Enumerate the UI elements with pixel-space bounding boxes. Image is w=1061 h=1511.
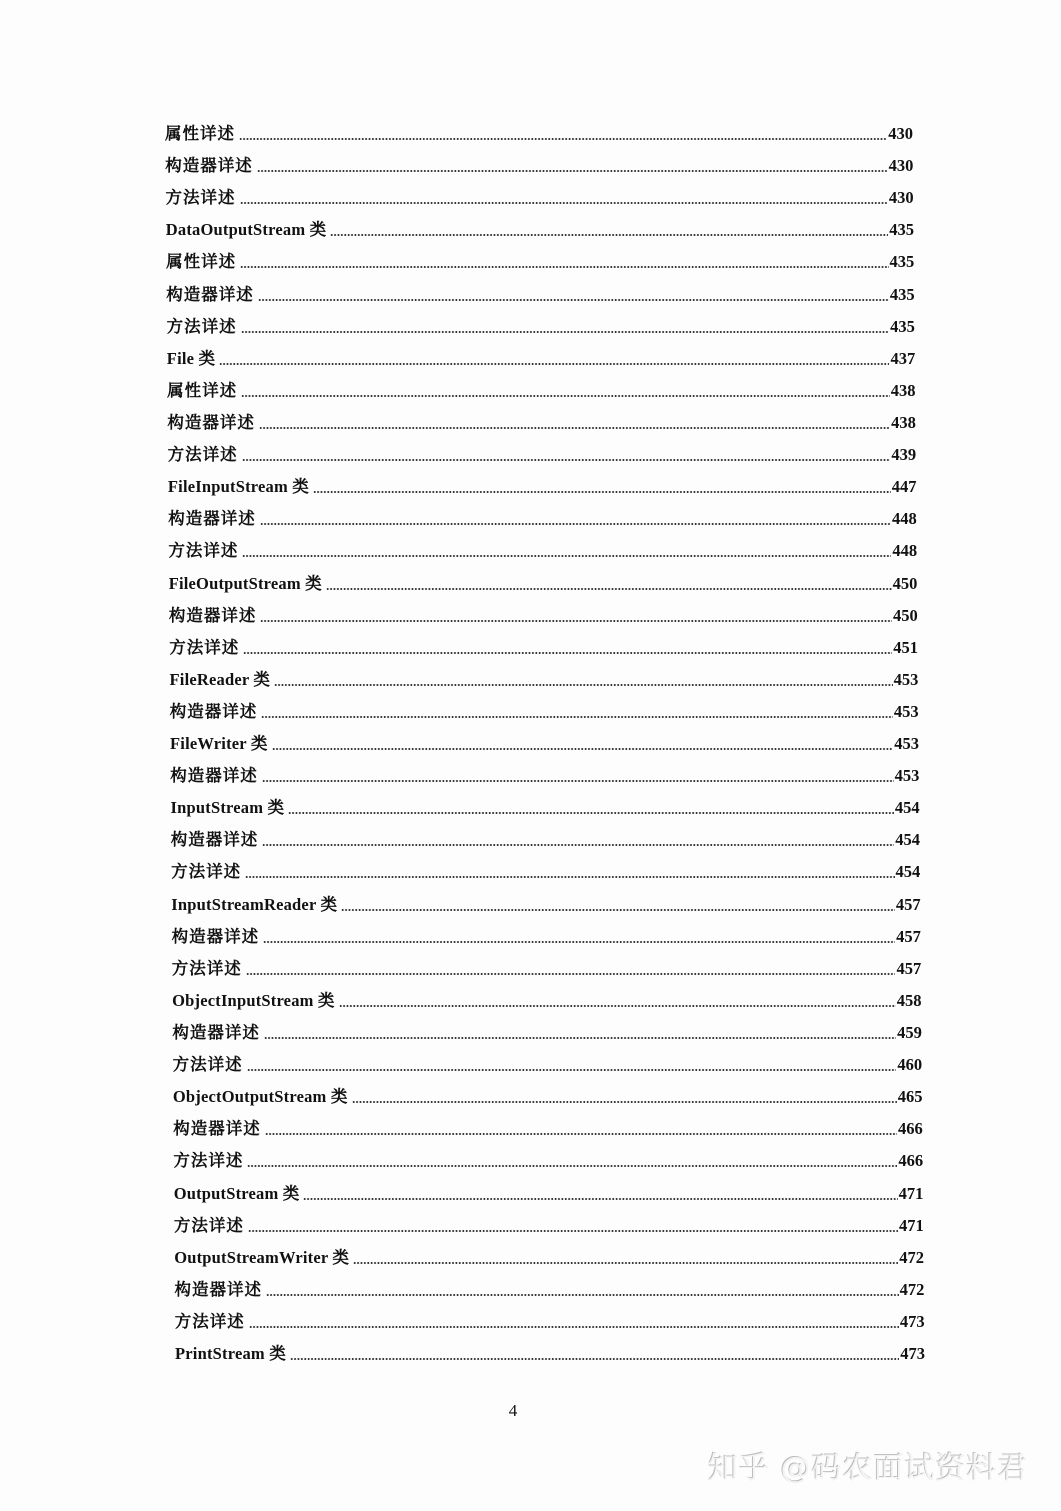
toc-entry-section[interactable] — [165, 153, 913, 179]
toc-entry-section[interactable] — [165, 121, 913, 147]
toc-entry-page-number: 435 — [890, 316, 915, 336]
toc-dot-leader — [274, 683, 893, 687]
page-number: 4 — [508, 1401, 518, 1420]
toc-dot-leader — [353, 1261, 898, 1265]
toc-entry-page-number: 465 — [897, 1087, 923, 1107]
toc-entry-label: 方法详述 — [166, 316, 237, 336]
toc-entry-label: 属性详述 — [166, 252, 237, 272]
toc-entry-label: InputStream 类 — [170, 798, 285, 818]
toc-entry-section[interactable] — [171, 859, 920, 885]
toc-entry-section[interactable] — [166, 249, 914, 275]
toc-entry-label: 构造器详述 — [165, 156, 253, 176]
toc-entry-label: 方法详述 — [169, 637, 240, 657]
toc-entry-page-number: 454 — [895, 830, 920, 850]
toc-entry-page-number: 454 — [895, 862, 921, 882]
toc-entry-page-number: 430 — [888, 156, 914, 176]
toc-entry-section[interactable] — [166, 282, 914, 308]
toc-dot-leader — [257, 169, 888, 173]
toc-entry-class[interactable] — [172, 988, 921, 1014]
toc-entry-class[interactable] — [170, 731, 919, 757]
toc-entry-label: 方法详述 — [172, 1055, 243, 1075]
toc-dot-leader — [242, 458, 891, 462]
toc-entry-section[interactable] — [175, 1277, 925, 1303]
toc-entry-page-number: 471 — [898, 1215, 924, 1235]
toc-dot-leader — [290, 1357, 899, 1361]
toc-dot-leader — [339, 1004, 896, 1008]
toc-entry-class[interactable] — [167, 346, 915, 372]
toc-entry-section[interactable] — [168, 442, 917, 468]
toc-entry-label: 构造器详述 — [173, 1119, 261, 1139]
toc-entry-label: 构造器详述 — [171, 926, 260, 946]
toc-entry-section[interactable] — [174, 1213, 924, 1239]
toc-entry-page-number: 466 — [898, 1151, 924, 1171]
toc-entry-page-number: 466 — [898, 1119, 923, 1139]
toc-entry-label: 方法详述 — [167, 445, 238, 465]
toc-dot-leader — [262, 843, 894, 847]
toc-dot-leader — [313, 490, 891, 494]
toc-dot-leader — [241, 394, 890, 398]
toc-entry-label: FileWriter 类 — [170, 734, 268, 753]
toc-dot-leader — [219, 362, 889, 366]
toc-entry-class[interactable] — [166, 217, 914, 243]
toc-dot-leader — [303, 1197, 897, 1201]
toc-dot-leader — [245, 875, 894, 879]
toc-entry-label: 方法详述 — [168, 541, 239, 561]
toc-dot-leader — [326, 587, 892, 591]
toc-entry-page-number: 458 — [896, 990, 922, 1010]
toc-entry-class[interactable] — [173, 1084, 923, 1110]
toc-entry-label: 属性详述 — [167, 380, 238, 400]
toc-entry-page-number: 435 — [889, 252, 915, 272]
toc-entry-class[interactable] — [169, 571, 918, 597]
toc-entry-label: InputStreamReader 类 — [171, 894, 338, 914]
toc-entry-class[interactable] — [168, 474, 917, 500]
toc-entry-page-number: 437 — [890, 348, 916, 368]
toc-entry-label: FileInputStream 类 — [167, 477, 309, 497]
toc-entry-label: 构造器详述 — [167, 412, 255, 432]
toc-dot-leader — [240, 201, 888, 205]
toc-entry-page-number: 473 — [900, 1344, 925, 1363]
toc-entry-label: 构造器详述 — [168, 605, 257, 625]
toc-entry-class[interactable] — [171, 795, 920, 821]
toc-entry-class[interactable] — [171, 892, 920, 918]
toc-dot-leader — [330, 233, 888, 237]
toc-dot-leader — [248, 1229, 898, 1233]
toc-entry-label: 构造器详述 — [169, 701, 258, 721]
toc-entry-page-number: 472 — [899, 1279, 925, 1299]
toc-dot-leader — [259, 426, 890, 430]
toc-entry-label: 构造器详述 — [172, 1022, 260, 1042]
toc-dot-leader — [260, 522, 891, 526]
toc-dot-leader — [249, 1325, 899, 1329]
toc-entry-page-number: 453 — [894, 734, 919, 753]
toc-dot-leader — [258, 298, 889, 302]
toc-entry-label: PrintStream 类 — [175, 1344, 286, 1363]
toc-entry-page-number: 453 — [893, 669, 919, 689]
toc-entry-page-number: 459 — [897, 1022, 922, 1042]
toc-entry-page-number: 457 — [896, 958, 922, 978]
toc-entry-label: 属性详述 — [165, 124, 235, 143]
toc-entry-label: 方法详述 — [165, 188, 236, 208]
toc-entry-section[interactable] — [167, 378, 915, 404]
toc-entry-label: OutputStream 类 — [173, 1183, 300, 1203]
toc-entry-section[interactable] — [173, 1052, 923, 1078]
toc-entry-label: 方法详述 — [171, 958, 242, 978]
toc-dot-leader — [260, 619, 892, 623]
toc-entry-label: 方法详述 — [174, 1311, 245, 1331]
toc-entry-label: ObjectInputStream 类 — [172, 990, 335, 1010]
toc-entry-label: 构造器详述 — [168, 509, 256, 529]
toc-entry-page-number: 439 — [891, 445, 917, 465]
toc-entry-section[interactable] — [170, 763, 919, 789]
toc-dot-leader — [242, 554, 891, 558]
toc-entry-label: 构造器详述 — [170, 830, 259, 850]
toc-dot-leader — [265, 1132, 897, 1136]
toc-dot-leader — [352, 1100, 897, 1104]
toc-entry-label: File 类 — [166, 348, 216, 368]
toc-dot-leader — [264, 1036, 896, 1040]
toc-entry-page-number: 438 — [891, 412, 916, 432]
toc-entry-section[interactable] — [167, 314, 915, 340]
toc-entry-section[interactable] — [171, 827, 920, 853]
toc-entry-page-number: 448 — [892, 541, 918, 561]
toc-dot-leader — [243, 651, 892, 655]
toc-entry-label: 构造器详述 — [166, 284, 254, 304]
toc-dot-leader — [239, 137, 887, 141]
toc-entry-label: FileReader 类 — [169, 669, 271, 689]
toc-entry-section[interactable] — [168, 538, 917, 564]
toc-entry-page-number: 451 — [893, 637, 918, 657]
toc-dot-leader — [247, 1164, 897, 1168]
toc-entry-page-number: 435 — [889, 284, 915, 304]
toc-entry-section[interactable] — [173, 1148, 923, 1174]
toc-entry-page-number: 430 — [888, 188, 914, 208]
toc-entry-page-number: 457 — [895, 894, 921, 914]
toc-entry-section[interactable] — [172, 1020, 922, 1046]
toc-entry-page-number: 471 — [898, 1183, 924, 1203]
toc-entry-label: DataOutputStream 类 — [165, 220, 327, 240]
toc-entry-label: OutputStreamWriter 类 — [174, 1247, 350, 1267]
toc-entry-section[interactable] — [173, 1116, 923, 1142]
toc-dot-leader — [241, 330, 890, 334]
toc-entry-section[interactable] — [166, 185, 914, 211]
toc-dot-leader — [246, 972, 896, 976]
toc-entry-page-number: 450 — [892, 573, 918, 593]
toc-entry-page-number: 460 — [897, 1055, 923, 1075]
toc-entry-page-number: 447 — [891, 477, 917, 497]
toc-dot-leader — [240, 265, 888, 269]
toc-dot-leader — [262, 779, 894, 783]
toc-entry-section[interactable] — [172, 924, 921, 950]
toc-entry-class[interactable] — [174, 1245, 924, 1271]
toc-dot-leader — [261, 715, 893, 719]
toc-entry-class[interactable] — [170, 667, 919, 693]
toc-dot-leader — [263, 940, 895, 944]
toc-entry-label: 构造器详述 — [170, 766, 258, 786]
watermark: 知乎 @码农面试资料君 — [708, 1451, 1029, 1486]
toc-entry-section[interactable] — [167, 410, 916, 436]
toc-entry-section[interactable] — [170, 699, 919, 725]
toc-dot-leader — [247, 1068, 897, 1072]
toc-dot-leader — [341, 908, 895, 912]
toc-entry-page-number: 453 — [894, 766, 920, 786]
toc-entry-label: ObjectOutputStream 类 — [172, 1087, 348, 1107]
toc-entry-section[interactable] — [175, 1309, 925, 1335]
toc-dot-leader — [266, 1293, 899, 1297]
toc-entry-page-number: 450 — [892, 605, 918, 625]
toc-entry-label: FileOutputStream 类 — [168, 573, 322, 593]
toc-entry-page-number: 448 — [892, 509, 917, 529]
toc-entry-section[interactable] — [172, 956, 921, 982]
toc-entry-page-number: 430 — [888, 124, 913, 143]
toc-entry-class[interactable] — [174, 1181, 924, 1207]
toc-entry-label: 构造器详述 — [174, 1279, 262, 1299]
toc-entry-label: 方法详述 — [173, 1215, 244, 1235]
toc-entry-page-number: 453 — [893, 701, 919, 721]
toc-dot-leader — [288, 811, 894, 815]
toc-dot-leader — [272, 747, 894, 751]
toc-entry-label: 方法详述 — [173, 1151, 244, 1171]
toc-entry-class[interactable] — [175, 1341, 925, 1367]
toc-entry-page-number: 472 — [899, 1247, 924, 1267]
toc-entry-page-number: 435 — [889, 220, 914, 240]
toc-entry-section[interactable] — [169, 603, 918, 629]
toc-entry-section[interactable] — [169, 635, 918, 661]
toc-entry-page-number: 454 — [894, 798, 920, 818]
toc-entry-label: 方法详述 — [171, 862, 242, 882]
toc-entry-page-number: 457 — [896, 926, 921, 946]
toc-entry-page-number: 438 — [890, 380, 916, 400]
toc-entry-page-number: 473 — [899, 1311, 925, 1331]
toc-entry-section[interactable] — [168, 506, 917, 532]
